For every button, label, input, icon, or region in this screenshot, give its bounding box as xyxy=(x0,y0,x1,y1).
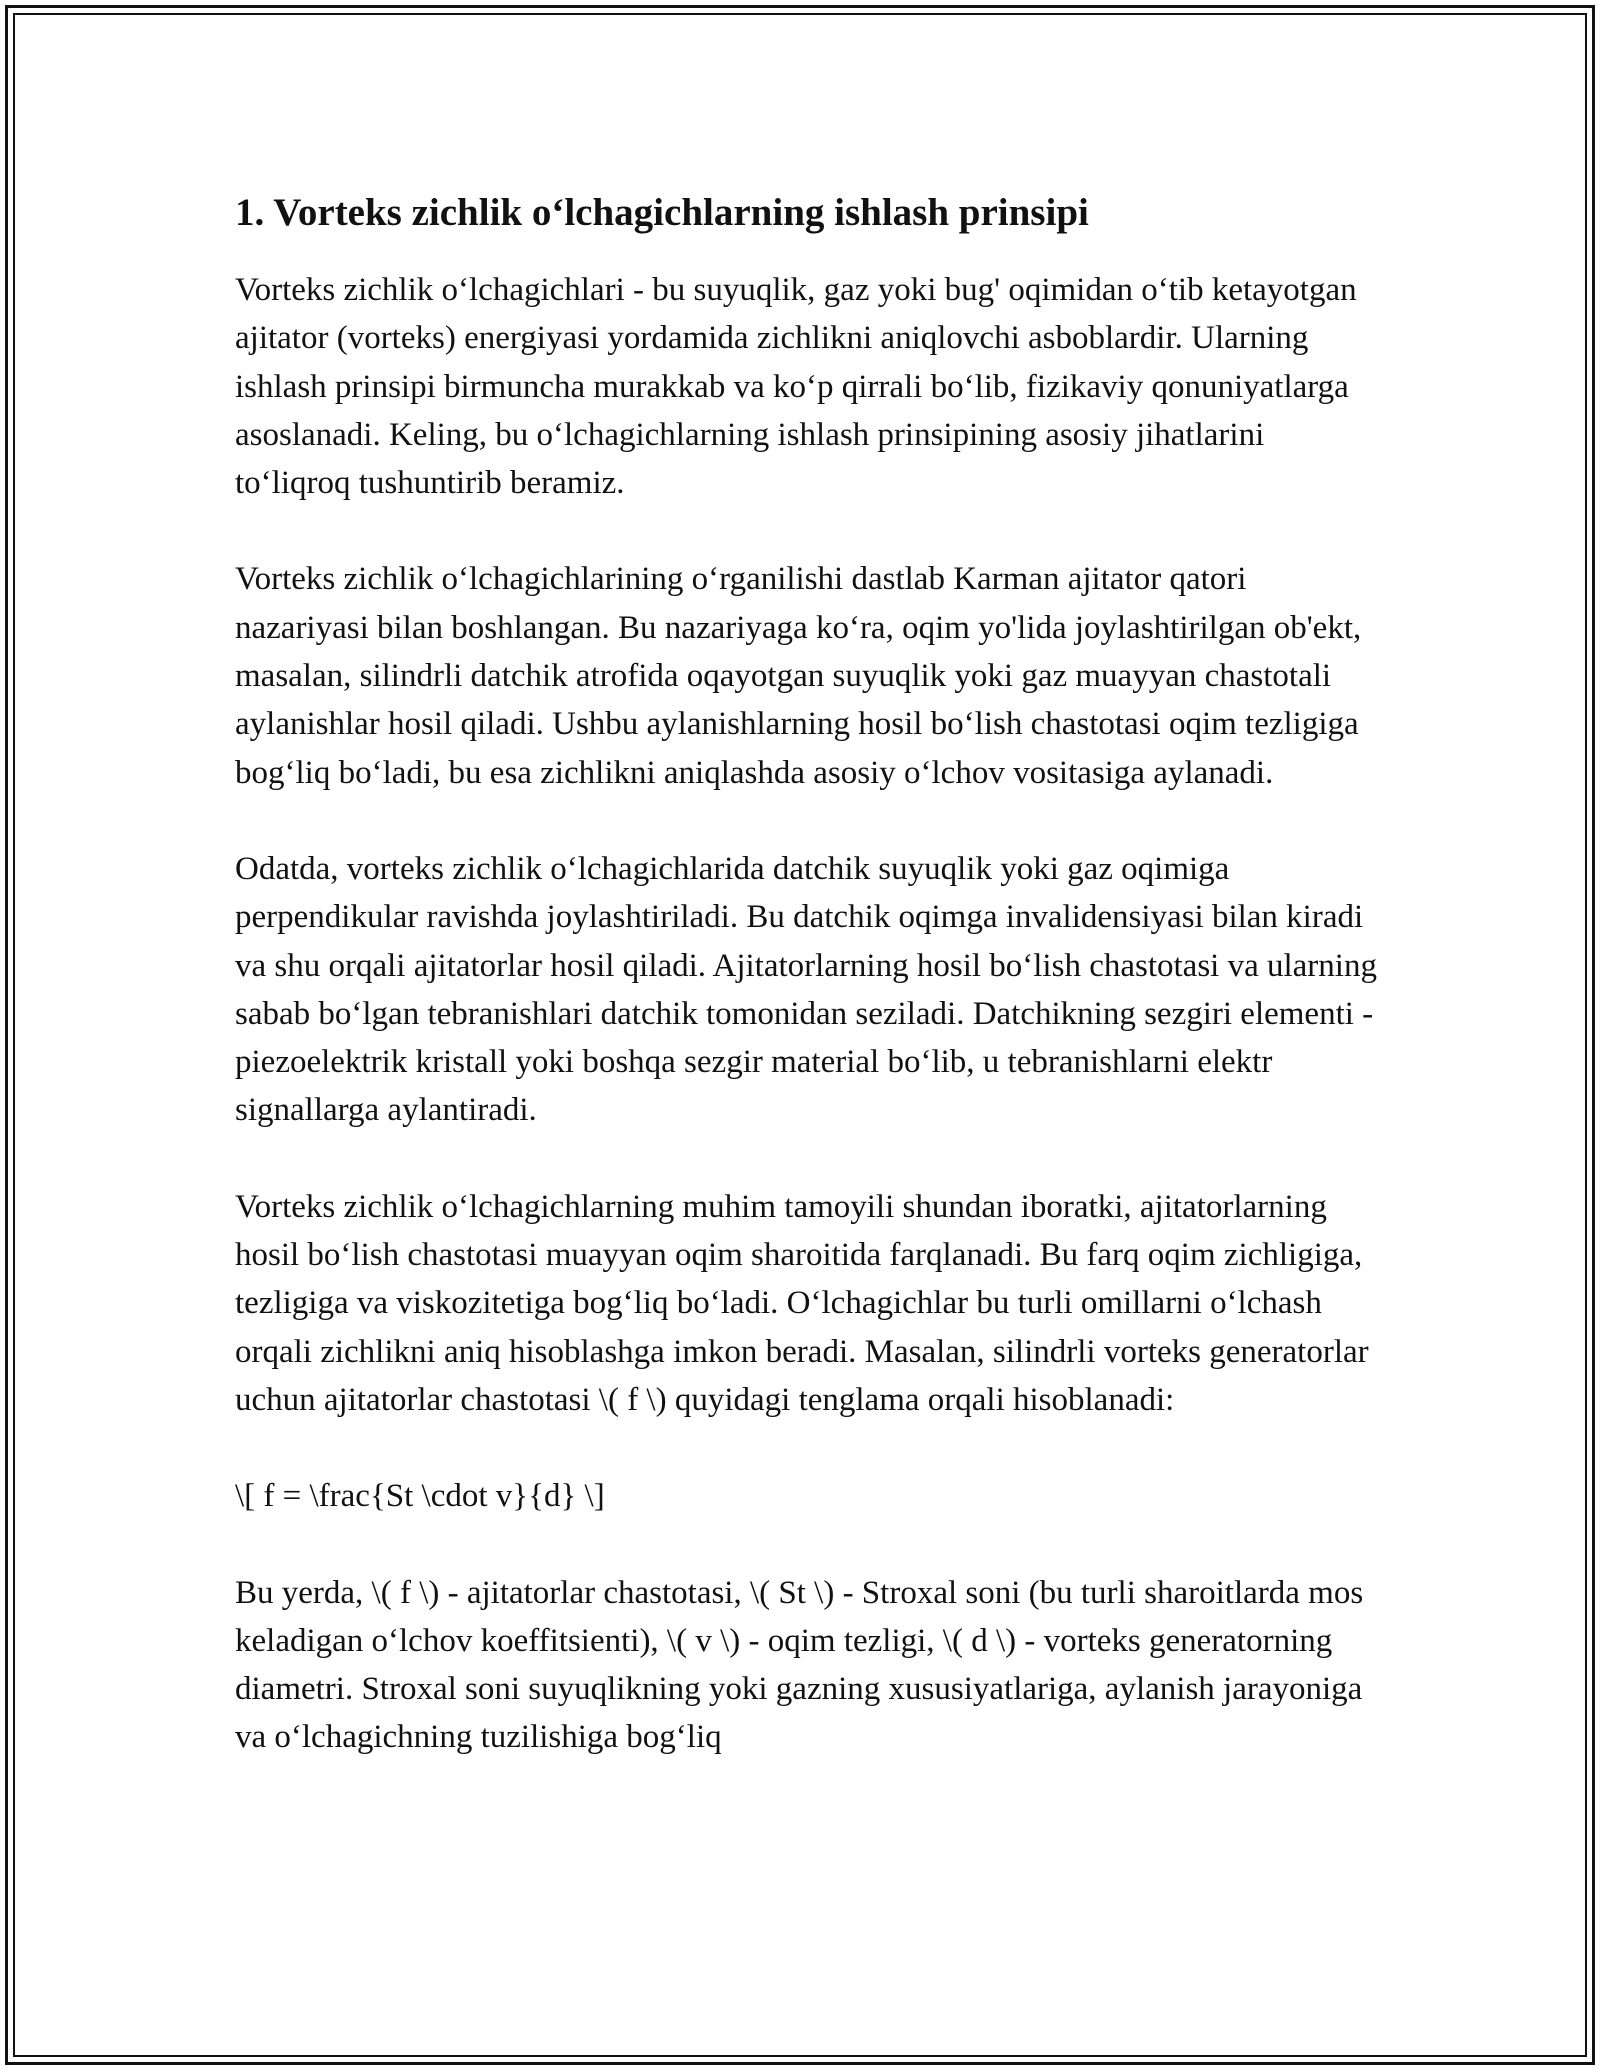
paragraph-variables: Bu yerda, \( f \) - ajitatorlar chastotasi, \( St \) - Stroxal soni (bu turli sharoitlarda mos keladigan o‘lchov koeffitsienti), \( v \) - oqim tezligi, \( d \) - vorteks generatorning diametri. Stroxal soni suyuqlikning yoki gazning xususiyatlariga, aylanish jarayoniga va o‘lchagichning tuzilishiga bog‘liq xyxy=(235,1574,1364,1756)
paragraph-principle: Vorteks zichlik o‘lchagichlarning muhim tamoyili shundan iboratki, ajitatorlarning hosil bo‘lish chastotasi muayyan oqim sharoitida farqlanadi. Bu farq oqim zichligiga, tezligiga va viskozitetiga bog‘liq bo‘ladi. O‘lchagichlar bu turli omillarni o‘lchash orqali zichlikni aniq hisoblashga imkon beradi. Masalan, silindrli vorteks generatorlar uchun ajitatorlar chastotasi \( f \) quyidagi tenglama orqali hisoblanadi: xyxy=(235,1188,1369,1418)
paragraph-sensor-placement: Odatda, vorteks zichlik o‘lchagichlarida datchik suyuqlik yoki gaz oqimiga perpendikular ravishda joylashtiriladi. Bu datchik oqimga invalidensiyasi bilan kiradi va shu orqali ajitatorlar hosil qiladi. Ajitatorlarning hosil bo‘lish chastotasi va ularning sabab bo‘lgan tebranishlari datchik tomonidan seziladi. Datchikning sezgiri elementi - piezoelektrik kristall yoki boshqa sezgir material bo‘lib, u tebranishlarni elektr signallarga aylantiradi. xyxy=(235,850,1377,1129)
paragraph-intro: Vorteks zichlik o‘lchagichlari - bu suyuqlik, gaz yoki bug' oqimidan o‘tib ketayotgan ajitator (vorteks) energiyasi yordamida zichlikni aniqlovchi asboblardir. Ularning ishlash prinsipi birmuncha murakkab va ko‘p qirrali bo‘lib, fizikaviy qonuniyatlarga asoslanadi. Keling, bu o‘lchagichlarning ishlash prinsipining asosiy jihatlarini to‘liqroq tushuntirib beramiz. xyxy=(235,272,1357,502)
paragraph-karman-theory: Vorteks zichlik o‘lchagichlarining o‘rganilishi dastlab Karman ajitator qatori nazariyasi bilan boshlangan. Bu nazariyaga ko‘ra, oqim yo'lida joylashtirilgan ob'ekt, masalan, silindrli datchik atrofida oqayotgan suyuqlik yoki gaz muayyan chastotali aylanishlar hosil qiladi. Ushbu aylanishlarning hosil bo‘lish chastotasi oqim tezligiga bog‘liq bo‘ladi, bu esa zichlikni aniqlashda asosiy o‘lchov vositasiga aylanadi. xyxy=(235,561,1362,791)
document-body xyxy=(235,186,1385,1810)
section-heading: 1. Vorteks zichlik o‘lchagichlarning ishlash prinsipi xyxy=(235,191,1089,234)
formula: \[ f = \frac{St \cdot v}{d} \] xyxy=(235,1478,605,1515)
